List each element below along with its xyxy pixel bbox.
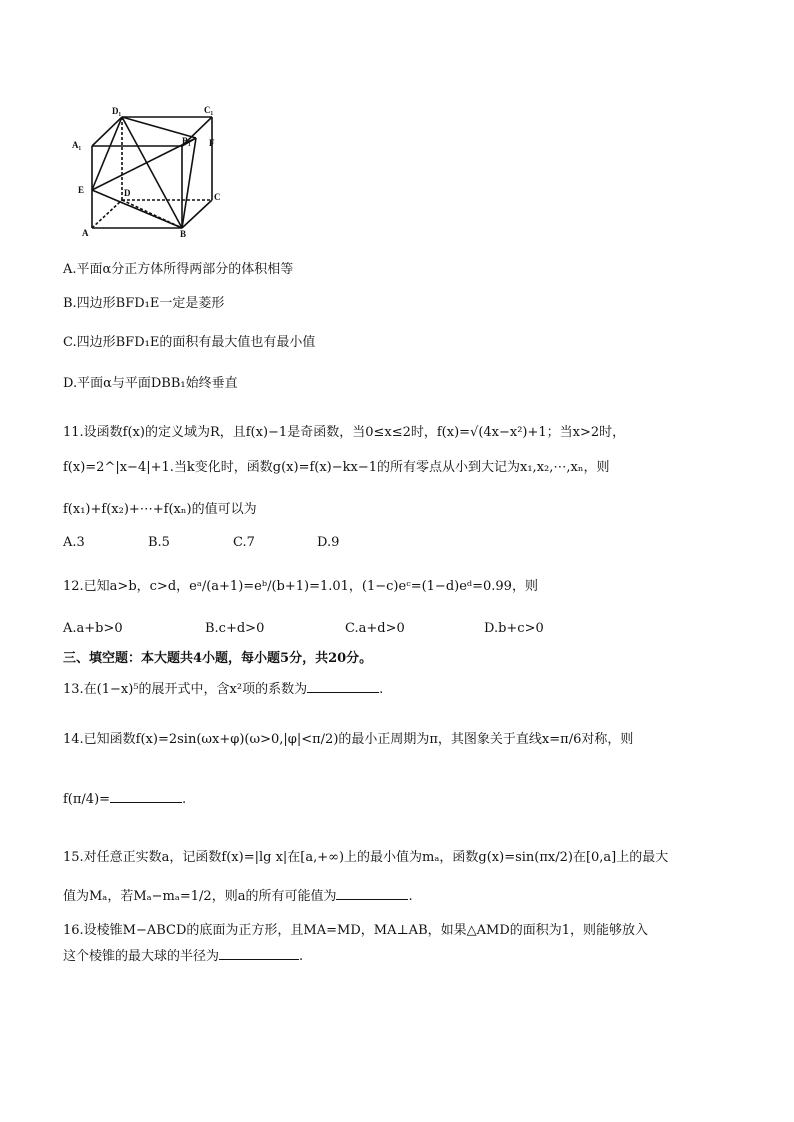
vertex-label-d1: D₁ — [112, 106, 122, 116]
q12-option-d: D.b+c>0 — [484, 621, 544, 636]
vertex-label-d: D — [124, 188, 131, 198]
q14-end: . — [182, 792, 187, 807]
q12-stem: 12.已知a>b，c>d，eᵃ/(a+1)=eᵇ/(b+1)=1.01，(1−c)eᶜ=(1−d)eᵈ=0.99，则 — [63, 579, 538, 594]
q11-stem-line1: 11.设函数f(x)的定义域为R，且f(x)−1是奇函数，当0≤x≤2时，f(x)=√(4x−x²)+1；当x>2时， — [63, 425, 626, 440]
q12-option-b: B.c+d>0 — [205, 621, 265, 636]
q11-stem-line2: f(x)=2^|x−4|+1.当k变化时，函数g(x)=f(x)−kx−1的所有零点从小到大记为x₁,x₂,⋯,xₙ，则 — [63, 460, 610, 475]
q11-option-d: D.9 — [317, 535, 340, 550]
q10-option-a: A.平面α分正方体所得两部分的体积相等 — [63, 262, 294, 277]
q13-end: . — [379, 682, 384, 697]
vertex-label-c: C — [214, 192, 221, 202]
q15-end: . — [408, 889, 413, 904]
q10-option-b: B.四边形BFD₁E一定是菱形 — [63, 296, 225, 311]
q14-stem-line2: f(π/4)= — [63, 792, 111, 807]
q16-end: . — [299, 949, 304, 964]
q11-option-a: A.3 — [63, 535, 85, 550]
q14-answer-blank[interactable] — [110, 790, 182, 803]
q15-stem-line2: 值为Mₐ，若Mₐ−mₐ=1/2，则a的所有可能值为 — [63, 889, 337, 904]
vertex-label-e: E — [78, 185, 85, 195]
q14-stem-line1: 14.已知函数f(x)=2sin(ωx+φ)(ω>0,|φ|<π/2)的最小正周期为π，其图象关于直线x=π/6对称，则 — [63, 732, 634, 747]
q13-text: 13.在(1−x)⁵的展开式中，含x²项的系数为 — [63, 682, 308, 697]
q14-row2 — [63, 790, 186, 807]
q13-row — [63, 678, 383, 697]
q12-option-c: C.a+d>0 — [345, 621, 405, 636]
q16-stem-line1: 16.设棱锥M−ABCD的底面为正方形，且MA=MD，MA⊥AB，如果△AMD的面积为1，则能够放入 — [63, 923, 649, 938]
q15-row2 — [63, 885, 413, 904]
vertex-label-b: B — [180, 229, 187, 239]
q15-answer-blank[interactable] — [336, 887, 408, 900]
cube-figure — [70, 100, 230, 240]
q11-option-b: B.5 — [148, 535, 170, 550]
q15-stem-line1: 15.对任意正实数a，记函数f(x)=|lg x|在[a,+∞)上的最小值为mₐ，函数g(x)=sin(πx/2)在[0,a]上的最大 — [63, 850, 669, 865]
q11-stem-line3: f(x₁)+f(x₂)+⋯+f(xₙ)的值可以为 — [63, 502, 257, 517]
q10-option-c: C.四边形BFD₁E的面积有最大值也有最小值 — [63, 335, 316, 350]
vertex-label-b1: B₁ — [182, 136, 191, 146]
q11-option-c: C.7 — [233, 535, 255, 550]
q13-answer-blank[interactable] — [307, 680, 379, 693]
vertex-label-f: F — [209, 138, 215, 148]
q16-row2 — [63, 945, 303, 964]
vertex-label-c1: C₁ — [204, 105, 214, 115]
vertex-label-a: A — [82, 228, 89, 238]
q10-option-d: D.平面α与平面DBB₁始终垂直 — [63, 376, 238, 391]
q12-option-a: A.a+b>0 — [63, 621, 123, 636]
q16-answer-blank[interactable] — [219, 947, 299, 960]
section-3-heading: 三、填空题：本大题共4小题，每小题5分，共20分。 — [63, 651, 373, 666]
vertex-label-a1: A₁ — [72, 140, 82, 150]
q16-stem-line2: 这个棱锥的最大球的半径为 — [63, 949, 220, 964]
